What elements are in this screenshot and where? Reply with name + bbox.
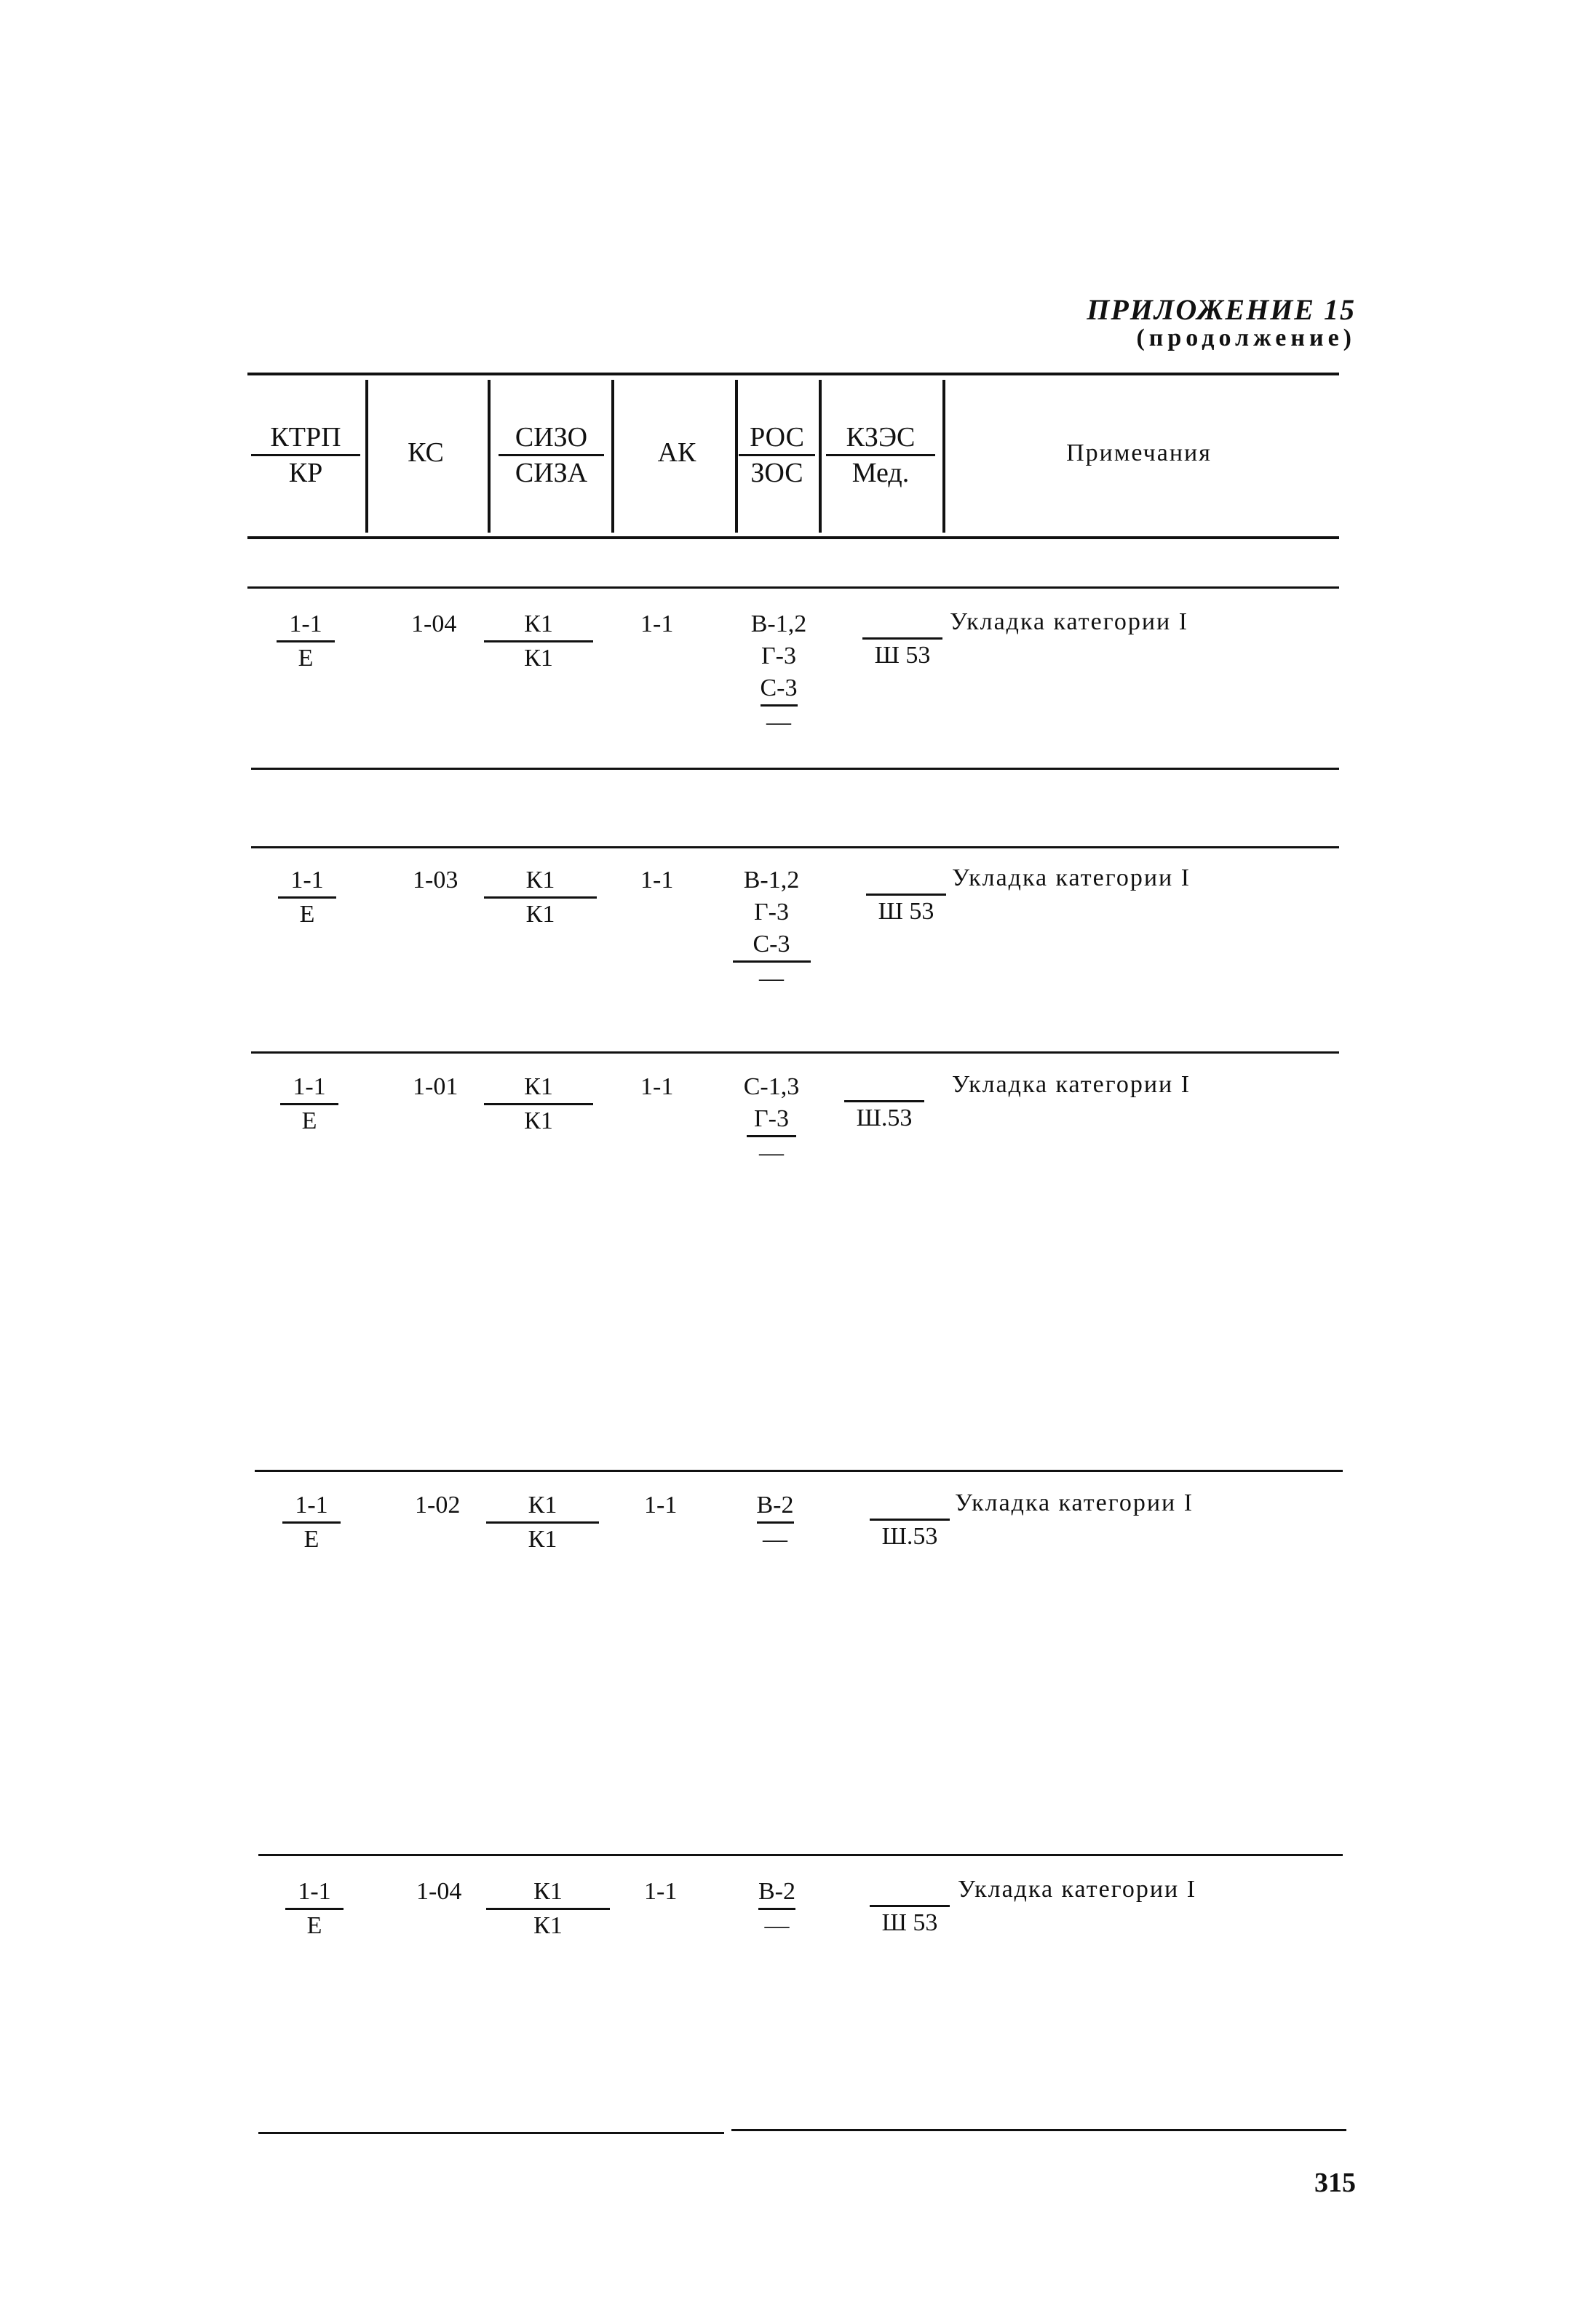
header-separator xyxy=(942,380,945,533)
row-2-sizo-siza xyxy=(484,864,597,931)
note-value: Укладка категории I xyxy=(958,1876,1197,1903)
sizo-value: К1 xyxy=(486,1876,610,1910)
zos-value: — xyxy=(759,1139,784,1166)
header-med: Мед. xyxy=(851,458,910,488)
header-zos: ЗОС xyxy=(750,458,803,488)
ktrp-value: 1-1 xyxy=(278,864,336,899)
header-top-rule xyxy=(247,373,1339,375)
siza-value: К1 xyxy=(533,1912,563,1939)
header-separator xyxy=(819,380,822,533)
row-rule xyxy=(255,1470,1343,1472)
header-sizo: СИЗО xyxy=(499,421,604,456)
kzes-value xyxy=(870,1489,950,1521)
note-value: Укладка категории I xyxy=(952,864,1191,891)
ks-value: 1-04 xyxy=(411,610,457,637)
med-value: Ш 53 xyxy=(881,1909,938,1936)
zos-value: — xyxy=(759,965,784,992)
ros-line: С-3 xyxy=(733,928,811,963)
med-value: Ш 53 xyxy=(874,642,931,669)
row-4-sizo-siza xyxy=(486,1489,599,1556)
row-5-ros-zos xyxy=(735,1876,819,1942)
row-rule xyxy=(247,586,1339,589)
kr-value: Е xyxy=(303,1526,319,1553)
ktrp-value: 1-1 xyxy=(285,1876,344,1910)
table-bottom-rule xyxy=(731,2129,1346,2131)
header-kr: КР xyxy=(288,458,323,488)
ks-value: 1-04 xyxy=(416,1878,462,1905)
row-3-sizo-siza xyxy=(484,1071,593,1137)
ks-value: 1-03 xyxy=(413,867,458,894)
row-1-ktrp-kr xyxy=(277,608,335,674)
header-ak: АК xyxy=(657,437,696,468)
ak-value: 1-1 xyxy=(640,867,674,894)
ros-line: С-3 xyxy=(761,672,798,707)
sizo-value: К1 xyxy=(486,1489,599,1524)
note-value: Укладка категории I xyxy=(952,1071,1191,1098)
header-ros-zos xyxy=(739,421,815,490)
zos-value: — xyxy=(763,1526,787,1553)
ros-line: Г-3 xyxy=(761,642,796,669)
row-5-sizo-siza xyxy=(486,1876,610,1942)
kr-value: Е xyxy=(301,1107,317,1134)
kzes-value xyxy=(844,1071,924,1102)
row-1-ros-zos xyxy=(735,608,822,739)
page-number: 315 xyxy=(1314,2168,1356,2198)
ak-value: 1-1 xyxy=(640,1073,674,1100)
ros-line: Г-3 xyxy=(747,1103,796,1137)
row-5-kzes-med xyxy=(870,1876,950,1939)
ktrp-value: 1-1 xyxy=(280,1071,338,1105)
siza-value: К1 xyxy=(528,1526,557,1553)
header-separator xyxy=(735,380,738,533)
row-rule xyxy=(251,846,1339,848)
row-2-ros-zos xyxy=(724,864,819,995)
ros-line: В-2 xyxy=(758,1876,795,1910)
sizo-value: К1 xyxy=(484,608,593,642)
ros-line: В-2 xyxy=(757,1489,794,1524)
row-4-ros-zos xyxy=(735,1489,815,1556)
med-value: Ш 53 xyxy=(878,898,934,925)
ros-line: В-1,2 xyxy=(750,610,807,637)
header-siza: СИЗА xyxy=(515,458,588,488)
kzes-value xyxy=(862,608,942,640)
zos-value: — xyxy=(764,1912,790,1939)
header-notes: Примечания xyxy=(1066,439,1212,466)
header-sizo-siza xyxy=(499,421,604,490)
row-2-ktrp-kr xyxy=(278,864,336,931)
sizo-value: К1 xyxy=(484,1071,593,1105)
kzes-value xyxy=(866,864,946,896)
note-value: Укладка категории I xyxy=(955,1489,1194,1516)
row-4-ktrp-kr xyxy=(282,1489,341,1556)
ktrp-value: 1-1 xyxy=(277,608,335,642)
header-ros: РОС xyxy=(739,421,815,456)
zos-value: — xyxy=(766,709,791,736)
header-kzes-med xyxy=(826,421,935,490)
ros-line: Г-3 xyxy=(754,899,789,926)
siza-value: К1 xyxy=(524,645,553,672)
header-separator xyxy=(611,380,614,533)
appendix-title: ПРИЛОЖЕНИЕ 15 xyxy=(1087,293,1356,326)
ros-line: С-1,3 xyxy=(743,1073,800,1100)
ks-value: 1-01 xyxy=(413,1073,458,1100)
header-separator xyxy=(365,380,368,533)
ks-value: 1-02 xyxy=(415,1492,461,1519)
med-value: Ш.53 xyxy=(881,1523,938,1550)
kr-value: Е xyxy=(298,645,314,672)
header-ktrp-kr xyxy=(251,421,360,490)
ktrp-value: 1-1 xyxy=(282,1489,341,1524)
header-bottom-rule xyxy=(247,536,1339,539)
header-ktrp: КТРП xyxy=(251,421,360,456)
row-rule xyxy=(251,768,1339,770)
note-value: Укладка категории I xyxy=(950,608,1189,635)
row-rule xyxy=(258,1854,1343,1856)
header-kzes: КЗЭС xyxy=(826,421,935,456)
header-separator xyxy=(488,380,491,533)
ak-value: 1-1 xyxy=(640,610,674,637)
ros-line: В-1,2 xyxy=(743,867,800,894)
row-3-ros-zos xyxy=(728,1071,815,1169)
ak-value: 1-1 xyxy=(644,1878,678,1905)
siza-value: К1 xyxy=(524,1107,553,1134)
row-3-kzes-med xyxy=(844,1071,924,1134)
table-bottom-rule xyxy=(258,2132,724,2134)
row-5-ktrp-kr xyxy=(285,1876,344,1942)
header-ks: КС xyxy=(408,437,444,468)
row-2-kzes-med xyxy=(866,864,946,928)
row-1-kzes-med xyxy=(862,608,942,672)
siza-value: К1 xyxy=(525,901,555,928)
med-value: Ш.53 xyxy=(856,1105,913,1131)
row-rule xyxy=(251,1051,1339,1054)
kr-value: Е xyxy=(306,1912,322,1939)
row-3-ktrp-kr xyxy=(280,1071,338,1137)
kr-value: Е xyxy=(299,901,315,928)
row-1-sizo-siza xyxy=(484,608,593,674)
kzes-value xyxy=(870,1876,950,1907)
ak-value: 1-1 xyxy=(644,1492,678,1519)
sizo-value: К1 xyxy=(484,864,597,899)
appendix-subtitle: (продолжение) xyxy=(1136,325,1356,351)
row-4-kzes-med xyxy=(870,1489,950,1553)
